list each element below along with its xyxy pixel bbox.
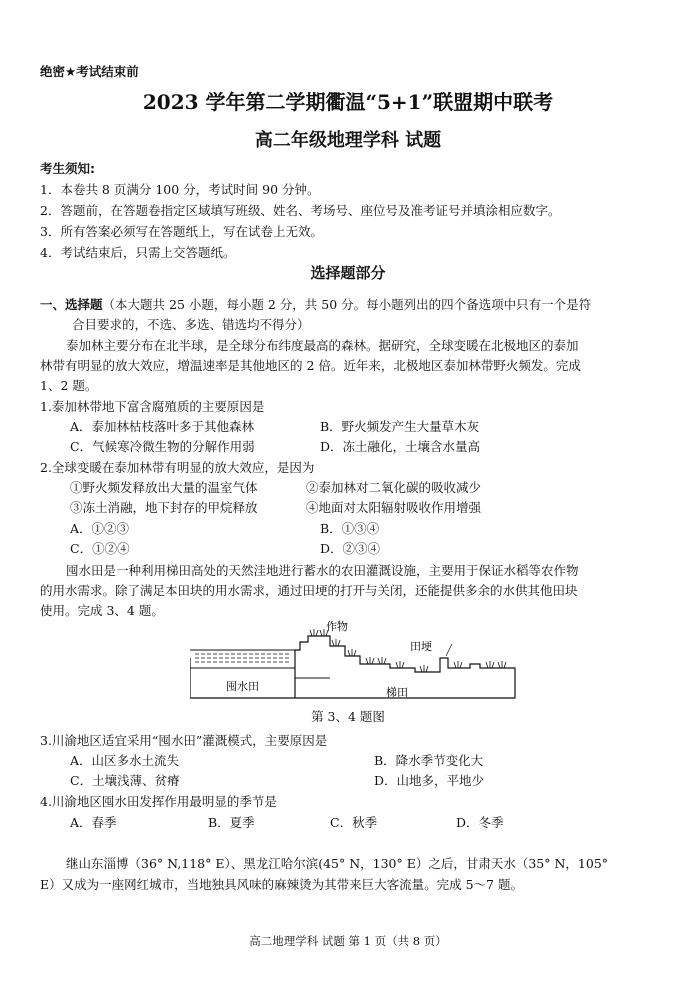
- section-intro-label: 一、选择题: [40, 297, 103, 312]
- q2-statement: ②泰加林对二氧化碳的吸收减少: [306, 480, 482, 495]
- page-footer: 高二地理学科 试题 第 1 页（共 8 页）: [249, 934, 447, 948]
- section-title: 选择题部分: [310, 264, 386, 282]
- q2-option-b[interactable]: B．①③④: [320, 521, 380, 536]
- q3-stem: 3.川渝地区适宜采用“囤水田”灌溉模式，主要原因是: [40, 733, 328, 748]
- q4-option-b[interactable]: B．夏季: [208, 815, 255, 830]
- q3-option-b[interactable]: B．降水季节变化大: [374, 753, 484, 768]
- passage1-line: 1、2 题。: [40, 378, 98, 393]
- q4-stem: 4.川渝地区囤水田发挥作用最明显的季节是: [40, 794, 277, 809]
- pond-field: [190, 650, 330, 698]
- q2-stem: 2.全球变暖在泰加林带有明显的放大效应，是因为: [40, 460, 315, 475]
- q2-option-c[interactable]: C．①②④: [70, 541, 130, 556]
- terrace-diagram: [190, 618, 520, 704]
- q4-option-c[interactable]: C．秋季: [330, 815, 378, 830]
- ridge-pointer: [446, 644, 452, 656]
- q2-statement: ④地面对太阳辐射吸收作用增强: [306, 500, 482, 515]
- q1-option-b[interactable]: B．野火频发产生大量草木灰: [320, 419, 480, 434]
- notice-item: 1．本卷共 8 页满分 100 分，考试时间 90 分钟。: [40, 182, 320, 197]
- notice-item: 2．答题前，在答题卷指定区域填写班级、姓名、考场号、座位号及准考证号并填涂相应数字。: [40, 203, 561, 218]
- q4-option-a[interactable]: A．春季: [70, 815, 117, 830]
- passage2-line: 使用。完成 3、4 题。: [40, 603, 164, 618]
- passage2-line: 囤水田是一种利用梯田高处的天然洼地进行蓄水的农田灌溉设施，主要用于保证水稻等农作物: [66, 563, 579, 578]
- section-intro-text: （本大题共 25 小题，每小题 2 分，共 50 分。每小题列出的四个备选项中只有一个是符: [102, 297, 592, 312]
- figure-caption: 第 3、4 题图: [311, 709, 385, 724]
- q2-option-a[interactable]: A．①②③: [70, 521, 130, 536]
- q3-option-a[interactable]: A．山区多水土流失: [70, 753, 180, 768]
- label-ridge: 田埂: [410, 640, 432, 653]
- q2-statement: ③冻土消融，地下封存的甲烷释放: [70, 500, 258, 515]
- q2-option-d[interactable]: D．②③④: [320, 541, 381, 556]
- notice-item: 4．考试结束后，只需上交答题纸。: [40, 245, 236, 260]
- label-crop: 作物: [326, 620, 348, 633]
- passage3-line: E）又成为一座网红城市，当地独具风味的麻辣烫为其带来巨大客流量。完成 5～7 题。: [40, 877, 523, 892]
- q4-option-d[interactable]: D．冬季: [456, 815, 504, 830]
- label-terrace: 梯田: [386, 686, 408, 699]
- passage1-line: 泰加林主要分布在北半球，是全球分布纬度最高的森林。据研究，全球变暖在北极地区的泰加: [66, 338, 579, 353]
- passage3-line: 继山东淄博（36° N,118° E）、黑龙江哈尔滨(45° N，130° E）之后，甘肃天水（35° N，105°: [66, 856, 609, 871]
- q1-option-c[interactable]: C．气候寒冷微生物的分解作用弱: [70, 439, 255, 454]
- passage1-line: 林带有明显的放大效应，增温速率是其他地区的 2 倍。近年来，北极地区泰加林带野火频发。完成: [40, 358, 581, 373]
- q3-option-c[interactable]: C．土壤浅薄、贫瘠: [70, 773, 180, 788]
- section-intro-line2: 合目要求的，不选、多选、错选均不得分）: [72, 317, 310, 332]
- q1-stem: 1.泰加林带地下富含腐殖质的主要原因是: [40, 399, 265, 414]
- label-pond: 囤水田: [226, 680, 259, 693]
- section-intro: [40, 295, 591, 313]
- notice-heading: 考生须知:: [40, 161, 95, 176]
- exam-subtitle: 高二年级地理学科 试题: [254, 130, 442, 151]
- q2-statement: ①野火频发释放出大量的温室气体: [70, 480, 258, 495]
- q1-option-a[interactable]: A．泰加林枯枝落叶多于其他森林: [70, 419, 255, 434]
- exam-title: 2023 学年第二学期衢温“5+1”联盟期中联考: [142, 90, 554, 114]
- q3-option-d[interactable]: D．山地多，平地少: [374, 773, 485, 788]
- crop-plants: [310, 629, 506, 672]
- confidential-label: 绝密★考试结束前: [40, 64, 139, 79]
- passage2-line: 的用水需求。除了满足本田块的用水需求，通过田埂的打开与关闭，还能提供多余的水供其他田块: [40, 583, 578, 598]
- q1-option-d[interactable]: D．冻土融化，土壤含水量高: [320, 439, 481, 454]
- notice-item: 3．所有答案必须写在答题纸上，写在试卷上无效。: [40, 224, 323, 239]
